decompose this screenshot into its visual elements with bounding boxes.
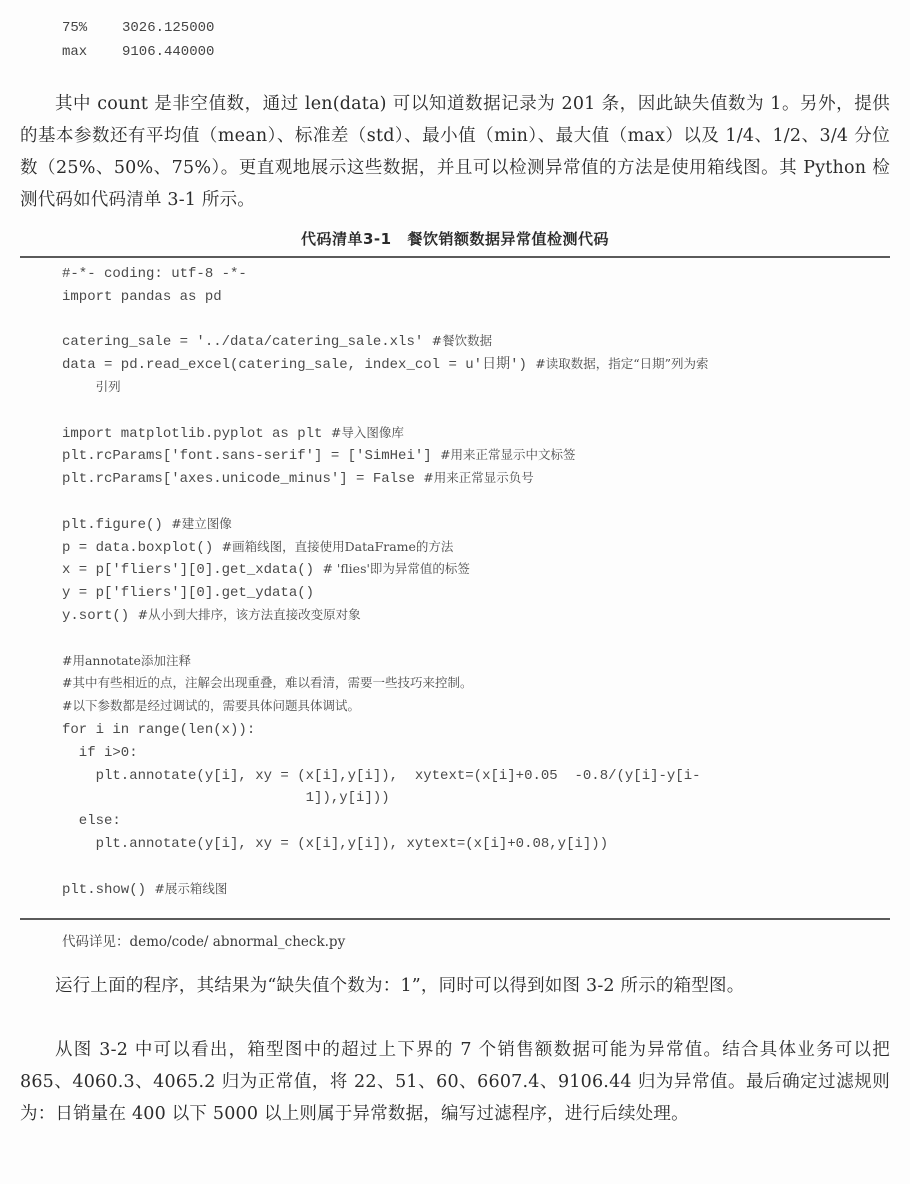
code-line — [62, 376, 892, 399]
listing-number: 代码清单3-1 — [300, 230, 392, 248]
code-text: catering_sale = '../data/catering_sale.xls' — [62, 334, 432, 351]
code-line — [62, 330, 892, 353]
footnote-path: demo/code/ abnormal_check.py — [129, 934, 346, 950]
code-line — [62, 513, 892, 536]
code-comment: #读取数据，指定“日期”列为索 — [535, 356, 709, 372]
code-comment: #展示箱线图 — [154, 880, 228, 896]
code-text: plt.annotate(y[i], xy = (x[i],y[i]), xytext=(x[i]+0.08,y[i])) — [62, 835, 609, 852]
code-text: for i in range(len(x)): — [62, 721, 256, 738]
code-text: plt.figure() — [62, 516, 172, 533]
code-line — [62, 650, 892, 673]
code-comment: #导入图像库 — [330, 424, 404, 440]
code-line — [62, 741, 892, 764]
code-text: 1]),y[i])) — [62, 790, 390, 807]
code-text — [62, 380, 96, 396]
stat-key: max — [62, 44, 88, 60]
code-text: x = p['fliers'][0].get_xdata() — [62, 562, 323, 579]
code-line — [62, 262, 892, 285]
code-comment: 引列 — [95, 378, 121, 394]
code-text: y.sort() — [62, 607, 138, 624]
code-text: plt.rcParams['axes.unicode_minus'] = False — [62, 471, 424, 488]
code-line — [62, 786, 892, 809]
code-comment: #画箱线图，直接使用DataFrame的方法 — [221, 538, 454, 554]
code-footnote — [62, 930, 345, 950]
code-line — [62, 353, 892, 376]
stat-value: 3026.125000 — [122, 20, 215, 36]
code-line — [62, 285, 892, 308]
code-text: y = p['fliers'][0].get_ydata() — [62, 585, 315, 602]
stat-row — [62, 40, 214, 64]
listing-title: 餐饮销额数据异常值检测代码 — [407, 230, 610, 248]
analysis-paragraph — [20, 1034, 890, 1130]
intro-paragraph — [20, 88, 890, 216]
code-comment: # 'flies'即为异常值的标签 — [322, 561, 470, 577]
code-comment: #从小到大排序，该方法直接改变原对象 — [137, 606, 361, 622]
code-line — [62, 490, 892, 513]
code-line — [62, 444, 892, 467]
code-text: if i>0: — [62, 744, 138, 761]
code-line — [62, 878, 892, 901]
code-line — [62, 581, 892, 604]
code-line — [62, 604, 892, 627]
code-text: plt.show() — [62, 881, 155, 898]
code-text: p = data.boxplot() — [62, 539, 222, 556]
code-line — [62, 764, 892, 787]
code-line — [62, 672, 892, 695]
code-line — [62, 695, 892, 718]
code-listing — [62, 262, 892, 900]
code-line — [62, 809, 892, 832]
code-text: plt.annotate(y[i], xy = (x[i],y[i]), xytext=(x[i]+0.05 -0.8/(y[i]-y[i- — [62, 767, 701, 784]
code-line — [62, 832, 892, 855]
code-comment: #用annotate添加注释 — [62, 652, 191, 668]
code-text: import matplotlib.pyplot as plt — [62, 425, 331, 442]
code-text: import pandas as pd — [62, 288, 222, 305]
describe-output — [62, 16, 214, 64]
listing-top-rule — [20, 256, 890, 258]
code-line — [62, 558, 892, 581]
code-comment: #用来正常显示中文标签 — [440, 447, 576, 463]
code-comment: #其中有些相近的点，注解会出现重叠，难以看清，需要一些技巧来控制。 — [62, 675, 473, 691]
code-line — [62, 399, 892, 422]
code-text: #-*- coding: utf-8 -*- — [62, 266, 247, 282]
code-line — [62, 467, 892, 490]
code-comment: #建立图像 — [171, 515, 232, 531]
code-comment: #餐饮数据 — [431, 333, 493, 349]
code-comment: #以下参数都是经过调试的，需要具体问题具体调试。 — [62, 698, 360, 714]
code-line — [62, 718, 892, 741]
code-line — [62, 308, 892, 331]
footnote-label: 代码详见： — [62, 934, 130, 950]
intro-text: 其中 count 是非空值数，通过 len(data) 可以知道数据记录为 201 条，因此缺失值数为 1。另外，提供的基本参数还有平均值（mean）、标准差（std）、最小值（min）、最大值（max）以及 1/4、1/2、3/4 分位数（25%、50%、75%）。更直观地展示这些数据，并且可以检测异常值的方法是使用箱线图。其 Python 检测代码如代码清单 3-1 所示。 — [20, 94, 890, 210]
result-paragraph — [20, 970, 890, 1002]
code-text: data = pd.read_excel(catering_sale, index_col = u'日期') — [62, 357, 536, 374]
stat-row — [62, 16, 214, 40]
stat-key: 75% — [62, 20, 88, 36]
code-line — [62, 855, 892, 878]
code-line — [62, 627, 892, 650]
code-line — [62, 422, 892, 445]
stat-value: 9106.440000 — [122, 44, 215, 60]
code-line — [62, 536, 892, 559]
listing-bottom-rule — [20, 918, 890, 920]
result-text: 运行上面的程序，其结果为“缺失值个数为：1”，同时可以得到如图 3-2 所示的箱型图。 — [55, 976, 745, 996]
analysis-text: 从图 3-2 中可以看出，箱型图中的超过上下界的 7 个销售额数据可能为异常值。结合具体业务可以把 865、4060.3、4065.2 归为正常值，将 22、51、60、6607.4、9106.44 归为异常值。最后确定过滤规则为：日销量在 400 以下 5000 以上则属于异常数据，编写过滤程序，进行后续处理。 — [20, 1040, 890, 1124]
listing-caption — [0, 228, 910, 249]
code-text: plt.rcParams['font.sans-serif'] = ['SimHei'] — [62, 448, 441, 465]
code-comment: #用来正常显示负号 — [423, 470, 534, 486]
code-text: else: — [62, 813, 121, 830]
